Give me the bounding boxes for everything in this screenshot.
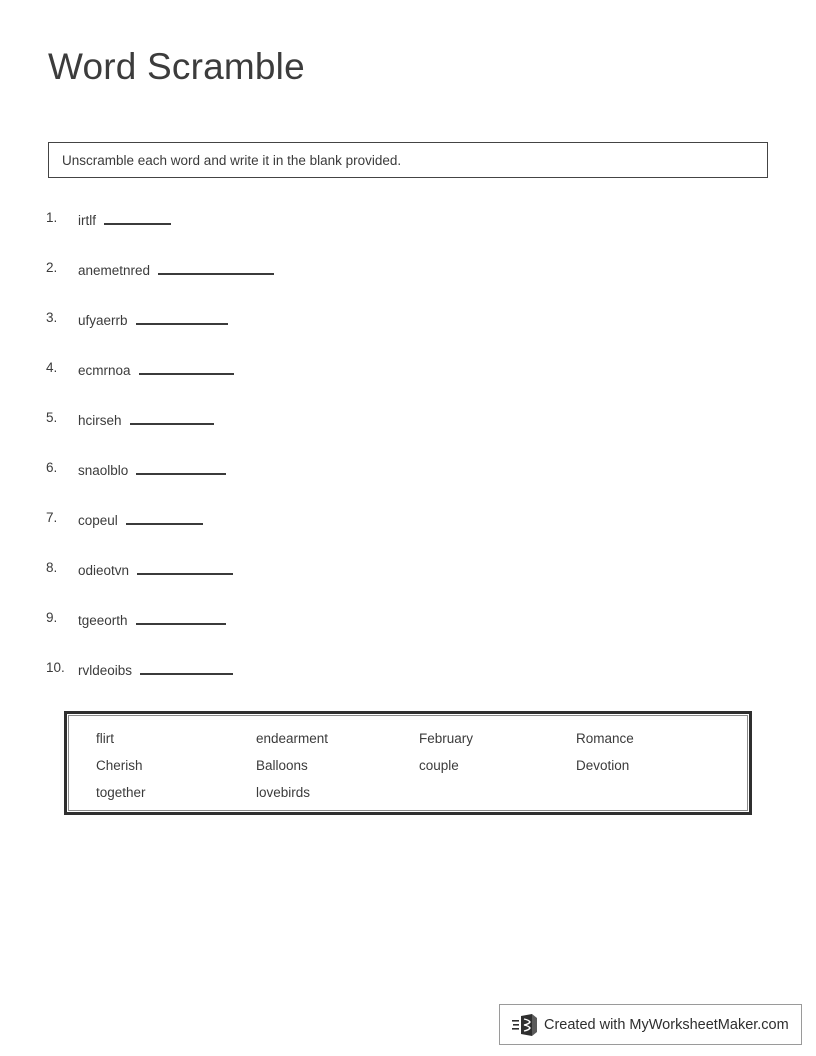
question-content: [78, 558, 233, 580]
scrambled-word: irtlf: [78, 213, 96, 228]
question-number: 3.: [46, 310, 58, 325]
word-bank-row: [69, 756, 747, 783]
word-bank-word: Devotion: [576, 758, 630, 773]
footer-text: Created with MyWorksheetMaker.com: [544, 1016, 789, 1033]
question-content: [78, 508, 203, 530]
question-content: [78, 408, 214, 430]
question-number: 6.: [46, 460, 58, 475]
word-bank-row: [69, 783, 747, 810]
question-number: 9.: [46, 610, 58, 625]
scrambled-word: hcirseh: [78, 413, 122, 428]
question-number: 7.: [46, 510, 58, 525]
question-number: 10.: [46, 660, 65, 675]
question-row: [46, 308, 466, 358]
answer-blank[interactable]: [158, 258, 274, 275]
answer-blank[interactable]: [126, 508, 203, 525]
word-bank-word: together: [96, 785, 146, 800]
question-row: [46, 508, 466, 558]
scrambled-word: tgeeorth: [78, 613, 128, 628]
page-title: Word Scramble: [48, 46, 305, 87]
answer-blank[interactable]: [136, 308, 228, 325]
word-bank-row: [69, 729, 747, 756]
question-content: [78, 258, 274, 280]
scrambled-word: odieotvn: [78, 563, 130, 578]
question-row: [46, 408, 466, 458]
scrambled-word: anemetnred: [78, 263, 151, 278]
question-number: 5.: [46, 410, 58, 425]
scrambled-word: copeul: [78, 513, 118, 528]
question-content: [78, 658, 233, 680]
answer-blank[interactable]: [139, 358, 234, 375]
footer-badge[interactable]: [499, 1004, 802, 1045]
scrambled-word: ecmrnoa: [78, 363, 131, 378]
question-number: 1.: [46, 210, 58, 225]
word-bank-word: Cherish: [96, 758, 143, 773]
question-row: [46, 358, 466, 408]
answer-blank[interactable]: [136, 608, 226, 625]
answer-blank[interactable]: [130, 408, 214, 425]
question-content: [78, 608, 226, 630]
word-bank-word: couple: [419, 758, 459, 773]
question-content: [78, 458, 226, 480]
question-list: [46, 208, 466, 708]
question-row: [46, 608, 466, 658]
word-bank-word: endearment: [256, 731, 329, 746]
question-content: [78, 208, 171, 230]
word-bank-word: Balloons: [256, 758, 308, 773]
question-row: [46, 458, 466, 508]
word-bank-word: February: [419, 731, 474, 746]
question-row: [46, 258, 466, 308]
question-row: [46, 558, 466, 608]
word-bank-word: flirt: [96, 731, 114, 746]
word-bank-word: Romance: [576, 731, 634, 746]
question-number: 2.: [46, 260, 58, 275]
word-bank-word: lovebirds: [256, 785, 311, 800]
answer-blank[interactable]: [104, 208, 171, 225]
answer-blank[interactable]: [140, 658, 233, 675]
question-content: [78, 308, 228, 330]
answer-blank[interactable]: [137, 558, 233, 575]
answer-blank[interactable]: [136, 458, 226, 475]
myworksheetmaker-logo-icon: [512, 1013, 538, 1037]
instructions-text: Unscramble each word and write it in the blank provided.: [62, 152, 402, 168]
scrambled-word: snaolblo: [78, 463, 129, 478]
word-bank-word: [419, 783, 576, 810]
question-number: 4.: [46, 360, 58, 375]
question-row: [46, 658, 466, 708]
question-number: 8.: [46, 560, 58, 575]
instructions-box: [48, 142, 768, 178]
word-bank: [64, 711, 752, 815]
question-content: [78, 358, 234, 380]
scrambled-word: rvldeoibs: [78, 663, 133, 678]
word-bank-word: [576, 783, 736, 810]
word-bank-inner: [68, 715, 748, 811]
scrambled-word: ufyaerrb: [78, 313, 128, 328]
question-row: [46, 208, 466, 258]
